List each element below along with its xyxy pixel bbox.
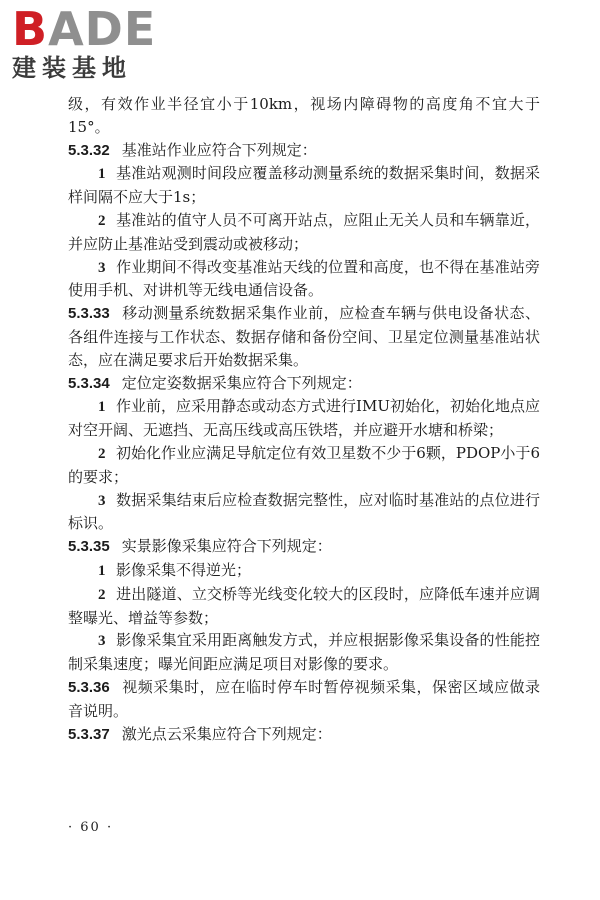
list-item <box>68 489 540 536</box>
clause-5-3-33 <box>68 302 540 371</box>
clause-5-3-32 <box>68 139 540 163</box>
item-number: 2 <box>98 212 106 229</box>
item-text: 基准站的值守人员不可离开站点，应阻止无关人员和车辆靠近，并应防止基准站受到震动或被移动； <box>68 210 540 253</box>
item-text: 基准站观测时间段应覆盖移动测量系统的数据采集时间，数据采样间隔不应大于1s； <box>68 164 540 207</box>
logo-wordmark-rest: ADE <box>48 2 157 56</box>
clause-number: 5.3.36 <box>68 678 110 696</box>
clause-number: 5.3.35 <box>68 538 110 556</box>
logo-wordmark <box>12 2 172 56</box>
item-text: 影像采集宜采用距离触发方式，并应根据影像采集设备的性能控制采集速度；曝光间距应满足项目对影像的要求。 <box>68 631 540 674</box>
item-number: 1 <box>98 562 106 579</box>
clause-text: 基准站作业应符合下列规定： <box>121 140 317 159</box>
item-number: 2 <box>98 586 106 603</box>
item-text: 作业期间不得改变基准站天线的位置和高度，也不得在基准站旁使用手机、对讲机等无线电通信设备。 <box>68 257 540 300</box>
clause-number: 5.3.37 <box>68 725 110 743</box>
clause-text: 移动测量系统数据采集作业前，应检查车辆与供电设备状态、各组件连接与工作状态、数据存储和备份空间、卫星定位测量基准站状态，应在满足要求后开始数据采集。 <box>68 304 540 369</box>
clause-5-3-36 <box>68 676 540 723</box>
clause-number: 5.3.32 <box>68 141 110 159</box>
item-number: 1 <box>98 399 106 416</box>
list-item <box>68 209 540 256</box>
item-number: 3 <box>98 259 106 276</box>
clause-5-3-35 <box>68 535 540 559</box>
item-number: 3 <box>98 492 106 509</box>
list-item <box>68 256 540 303</box>
list-item <box>68 395 540 442</box>
list-item <box>68 162 540 209</box>
list-item <box>68 583 540 630</box>
item-text: 影像采集不得逆光； <box>116 560 252 579</box>
clause-number: 5.3.33 <box>68 305 110 323</box>
page-number: · 60 · <box>68 820 114 835</box>
item-text: 数据采集结束后应检查数据完整性，应对临时基准站的点位进行标识。 <box>68 490 540 533</box>
clause-number: 5.3.34 <box>68 374 110 392</box>
item-text: 初始化作业应满足导航定位有效卫星数不少于6颗，PDOP小于6的要求； <box>68 443 540 486</box>
item-number: 1 <box>98 166 106 183</box>
clause-text: 激光点云采集应符合下列规定： <box>121 724 332 743</box>
list-item <box>68 559 540 583</box>
list-item <box>68 442 540 489</box>
item-text: 进出隧道、立交桥等光线变化较大的区段时，应降低车速并应调整曝光、增益等参数； <box>68 584 540 627</box>
item-number: 2 <box>98 445 106 462</box>
page-body <box>68 93 540 746</box>
list-item <box>68 629 540 676</box>
clause-text: 视频采集时，应在临时停车时暂停视频采集，保密区域应做录音说明。 <box>68 677 540 720</box>
clause-5-3-37 <box>68 723 540 747</box>
logo-accent-letter: B <box>12 2 49 56</box>
logo-subtitle: 建装基地 <box>12 54 132 82</box>
clause-text: 实景影像采集应符合下列规定： <box>121 537 332 556</box>
intro-paragraph: 级，有效作业半径宜小于10km，视场内障碍物的高度角不宜大于15°。 <box>68 95 540 136</box>
clause-text: 定位定姿数据采集应符合下列规定： <box>121 373 362 392</box>
item-text: 作业前，应采用静态或动态方式进行IMU初始化，初始化地点应对空开阔、无遮挡、无高压线或高压铁塔，并应避开水塘和桥梁； <box>68 397 540 440</box>
item-number: 3 <box>98 633 106 650</box>
clause-5-3-34 <box>68 372 540 396</box>
watermark-logo <box>12 2 172 82</box>
